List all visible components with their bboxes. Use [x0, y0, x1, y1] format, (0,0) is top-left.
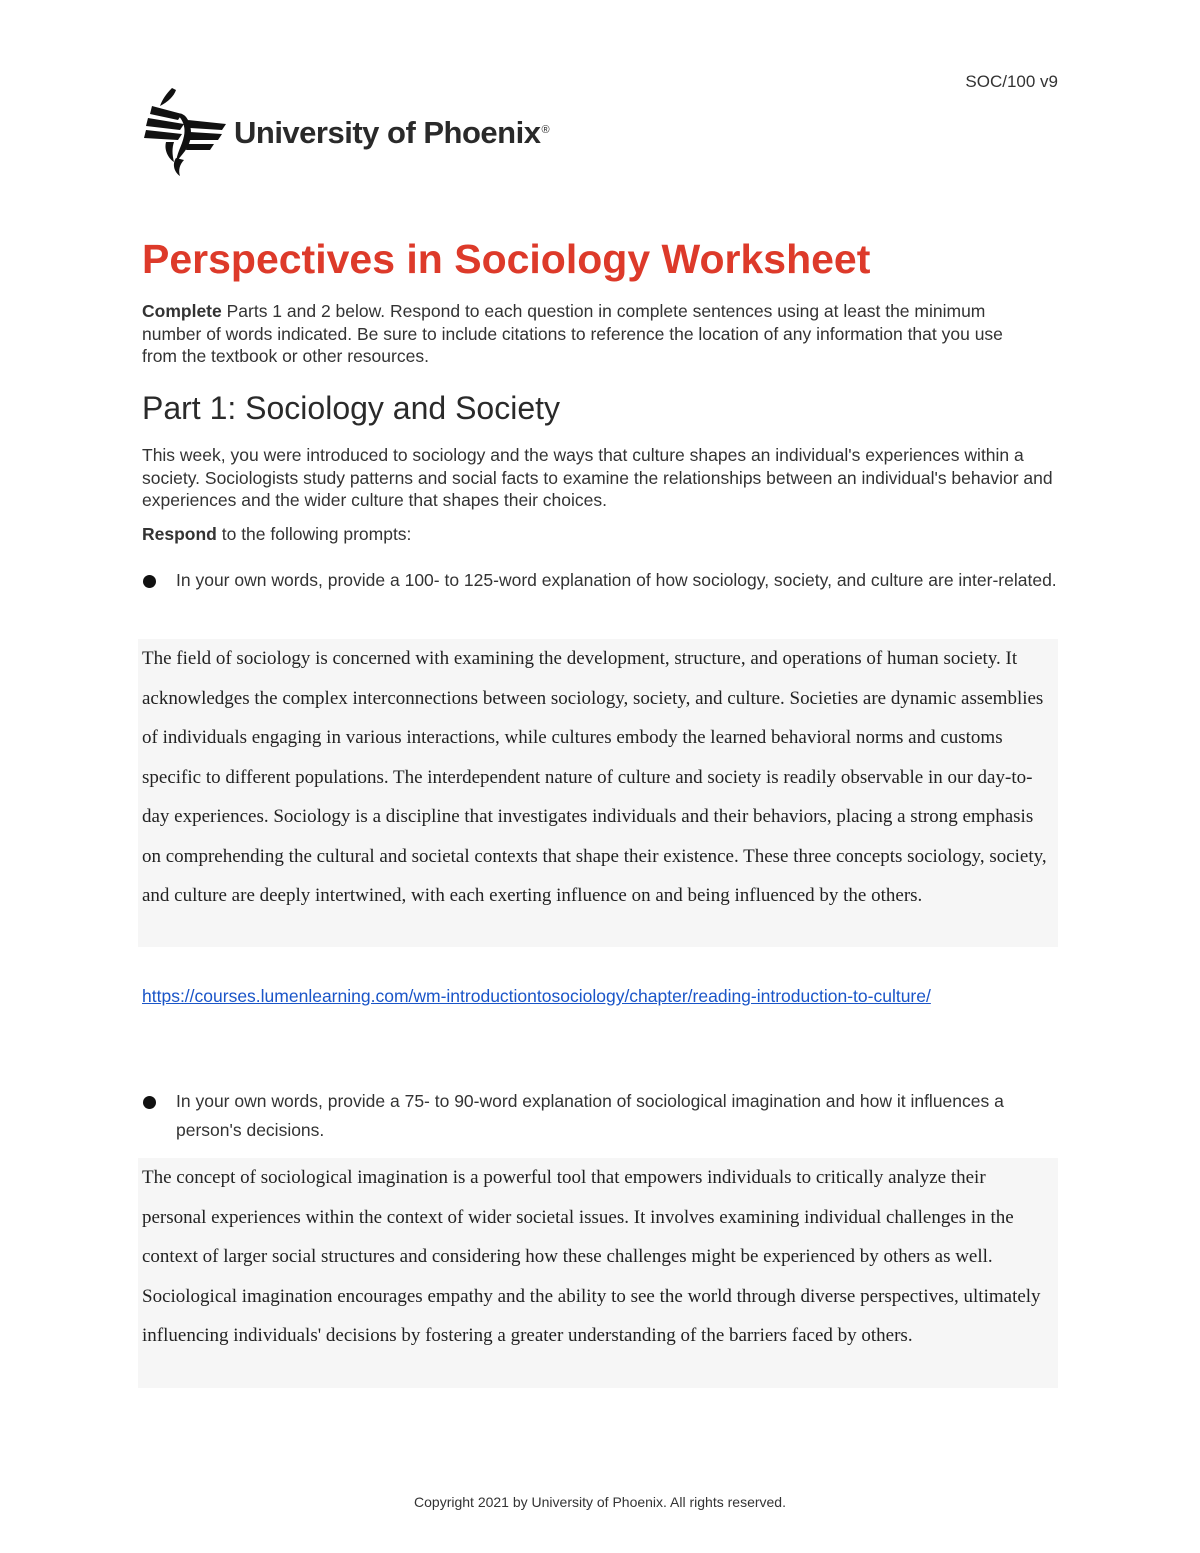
intro-text: Parts 1 and 2 below. Respond to each question in complete sentences using at least the minimum number of words indicated. Be sure to include citations to reference the location of any information that you use from the textbook or other resources. [142, 301, 1003, 366]
brand-name: University of Phoenix® [234, 115, 550, 150]
part1-intro: This week, you were introduced to sociology and the ways that culture shapes an individual's experiences within a society. Sociologists study patterns and social facts to examine the relationships between an individual's behavior and experiences and the wider culture that shapes their choices. [142, 445, 1053, 510]
part1-heading: Part 1: Sociology and Society [142, 390, 561, 426]
bullet-icon [143, 1096, 156, 1109]
answer-1[interactable]: The field of sociology is concerned with examining the development, structure, and operations of human society. It acknowledges the complex interconnections between sociology, society, and culture. Societies are dynamic assemblies of individuals engaging in various interactions, while cultures embody the learned behavioral norms and customs specific to different populations. The interdependent nature of culture and society is readily observable in our day-to-day experiences. Sociology is a discipline that investigates individuals and their behaviors, placing a strong emphasis on comprehending the cultural and societal contexts that shape their existence. These three concepts sociology, society, and culture are deeply intertwined, with each exerting influence on and being influenced by the others. [138, 639, 1058, 947]
phoenix-bird-icon [142, 84, 228, 178]
prompt-2-question: In your own words, provide a 75- to 90-word explanation of sociological imagination and how it influences a person's decisions. [176, 1091, 1004, 1140]
citation-link[interactable]: https://courses.lumenlearning.com/wm-introductiontosociology/chapter/reading-introduction-to-culture/ [142, 986, 931, 1006]
intro-lead: Complete [142, 301, 222, 321]
bullet-icon [143, 575, 156, 588]
answer-2[interactable]: The concept of sociological imagination is a powerful tool that empowers individuals to critically analyze their personal experiences within the context of wider societal issues. It involves examining individual challenges in the context of larger social structures and considering how these challenges might be experienced by others as well. Sociological imagination encourages empathy and the ability to see the world through diverse perspectives, ultimately influencing individuals' decisions by fostering a greater understanding of the barriers faced by others. [138, 1158, 1058, 1388]
prompt-1-question: In your own words, provide a 100- to 125-word explanation of how sociology, society, and culture are inter-related. [176, 570, 1057, 590]
course-code: SOC/100 v9 [965, 72, 1058, 91]
page-title: Perspectives in Sociology Worksheet [142, 236, 871, 282]
university-logo [142, 84, 549, 178]
respond-lead: Respond [142, 524, 217, 544]
copyright-footer: Copyright 2021 by University of Phoenix. All rights reserved. [414, 1494, 786, 1510]
prompt-2 [142, 1087, 1062, 1145]
respond-instruction [142, 524, 411, 545]
intro-paragraph [142, 300, 1042, 368]
respond-text: to the following prompts: [216, 524, 412, 544]
prompt-1 [142, 566, 1062, 595]
